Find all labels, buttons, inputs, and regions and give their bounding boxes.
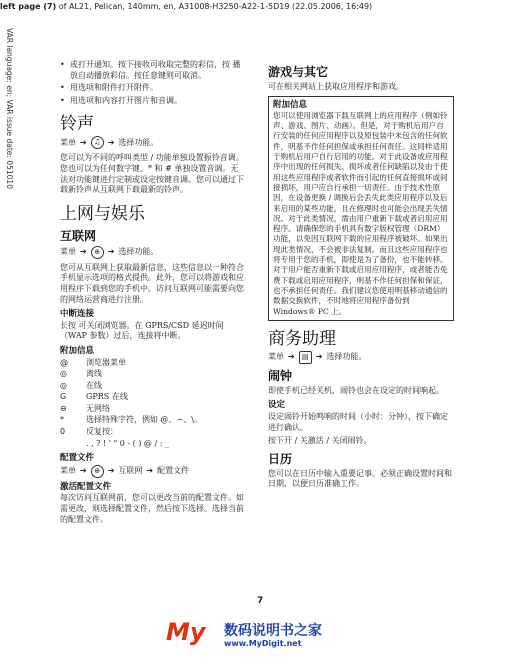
- profile-menu-path: [60, 465, 246, 478]
- disconnect-heading: 中断连接: [60, 309, 95, 320]
- box-paragraph: 您可以使用浏览器下载互联网上的应用程序（例如铃声、游戏、图片、动画）。但是，对于购机后用户自行安装的任何应用程序以及原包装中未包含的任何软件，明基不作任何担保或承担任何责任。这同样适用于购机后用户自行启用的功能。对于此设备或应用程序中出现的任何损失、损坏或者任何缺陷以及由于使用这些应用程序或者软件而引起的任何直接损坏或间接损坏，用户应自行承担一切责任。由于技术性原因，在设备更换 / 调换后会丢失此类应用程序以及后来启用的某些功能，且在修理时也可能会出现丢失情况。对于此类情况，需由用户重新下载或者启用应用程序。请确保您的手机具有数字版权管理（DRM）功能，以免因互联网下载的应用程序被破坏。如果出现此类情况，不会被非法复制。而且这些应用程序也将专用于您的手机，即使是为了备份，也不能转移。对于用户能否重新下载或启用应用程序，或者能否免费下载或启用应用程序，明基不作任何担保和保证，也不承担任何责任。我们建议您使用明基移动通信的数据交换软件，不时地将应用程序备份到 Windows® PC 上。: [273, 110, 448, 316]
- assistant-menu-path: [268, 351, 454, 364]
- page-number: 7: [257, 596, 264, 606]
- fun-heading: 上网与娱乐: [60, 203, 145, 224]
- side-margin-text: [0, 28, 16, 228]
- info-box: [268, 96, 454, 321]
- arrow-icon: ➔: [107, 466, 115, 476]
- info-text: 在线: [86, 380, 102, 390]
- alarm-paragraph: 即使手机已经关机，闹铃也会在设定的时间响起。: [268, 385, 444, 395]
- assistant-heading: 商务助理: [268, 328, 336, 349]
- globe-icon: ⊕: [91, 246, 104, 259]
- setting-paragraph-1: 设定闹铃开始鸣响的时间（小时：分钟），按下确定进行确认。: [268, 412, 448, 432]
- internet-heading: 互联网: [60, 228, 97, 243]
- list-item: • 用选项和内容打开图片和音调。: [60, 95, 182, 105]
- offline-icon: ◎: [60, 369, 67, 379]
- info-key: [60, 439, 80, 450]
- right-column: [268, 60, 454, 493]
- setting-paragraph-2: 按下开 / 关激活 / 关闭闹铃。: [268, 436, 372, 446]
- info-text: GPRS 在线: [86, 392, 128, 402]
- zero-key-icon: 0: [60, 427, 66, 437]
- list-item-text: 用选项和附件打开附件。: [70, 83, 158, 93]
- ringtone-menu-path: [60, 136, 246, 149]
- bell-icon: ♫: [91, 136, 104, 149]
- globe-icon: ⊕: [91, 465, 104, 478]
- info-text: 离线: [86, 369, 102, 379]
- arrow-icon: ➔: [80, 466, 87, 476]
- arrow-icon: ➔: [315, 352, 323, 362]
- info-text: 反复按：: [86, 427, 118, 437]
- calendar-heading: 日历: [268, 451, 293, 466]
- side-language-issue: VAR language: en; VAR issue date: 051010: [5, 28, 14, 189]
- menu-suffix: 配置文件: [157, 466, 190, 476]
- list-item-text: 用选项和内容打开图片和音调。: [70, 95, 182, 105]
- info-row: [60, 392, 246, 403]
- disconnect-paragraph: 长按 可关闭浏览器。在 GPRS/CSD 延迟时间（WAP 参数）过后，连接将中断。: [60, 320, 224, 341]
- gprs-icon: G: [60, 392, 67, 402]
- info-text: . , ? ! ' " 0 - ( ) @ / : _: [86, 438, 169, 448]
- games-paragraph: 可在相关网站上获取应用程序和游戏。: [268, 82, 404, 91]
- arrow-icon: ➔: [80, 246, 87, 256]
- no-network-icon: ⊖: [60, 403, 67, 413]
- box-heading: 附加信息: [273, 99, 308, 110]
- internet-menu-path: [60, 246, 246, 259]
- star-key-icon: *: [60, 415, 64, 425]
- header-meta: of AL21, Pelican, 140mm, en, A31008-H3250-A22-1-5D19 (22.05.2006, 16:49): [56, 2, 373, 11]
- internet-paragraph: 您可从互联网上获取最新信息，这些信息以一种符合手机显示选项的格式提供。此外，您可以将游戏和应用程序下载到您的手机中。访问互联网可能需要向您的网络运营商进行注册。: [60, 262, 244, 304]
- menu-label: 菜单: [60, 466, 76, 476]
- info-row: [60, 415, 246, 426]
- menu-label: 菜单: [268, 352, 284, 362]
- menu-label: 菜单: [60, 246, 76, 256]
- profile-heading: 配置文件: [60, 453, 95, 464]
- arrow-icon: ➔: [146, 466, 154, 476]
- info-row: [60, 439, 246, 450]
- info-heading: 附加信息: [60, 345, 95, 356]
- activate-heading: 激活配置文件: [60, 481, 112, 492]
- setting-heading: 设定: [268, 400, 286, 411]
- activate-paragraph: 每次访问互联网前，您可以更改当前的配置文件。如需更改，则选择配置文件，然后按下选择。选择当前的配置文件。: [60, 493, 244, 524]
- info-row: [60, 381, 246, 392]
- arrow-icon: ➔: [288, 352, 295, 362]
- menu-label: 菜单: [60, 137, 76, 147]
- ringtone-paragraph: 您可以为不同的呼叫类型 / 功能单独设置振铃音调。您也可以为任何数字键、* 和 # 单独设置音调。无法对功能键进行定制或设定按键音调。您可以通过下载新铃声从互联网下载最新的铃声。: [60, 153, 244, 195]
- page-header: [0, 0, 517, 14]
- alarm-heading: 闹钟: [268, 368, 293, 383]
- info-row: [60, 369, 246, 380]
- info-text: 选择特殊字符，例如 @、~、\。: [86, 415, 202, 425]
- menu-suffix: 选择功能。: [118, 246, 159, 256]
- watermark-url: www.MyDigit.net: [224, 639, 302, 648]
- watermark-title: 数码说明书之家: [224, 623, 322, 639]
- games-heading: 游戏与其它: [268, 65, 329, 79]
- at-icon: @: [60, 357, 68, 367]
- arrow-icon: ➔: [107, 137, 115, 147]
- watermark-logo: My: [166, 618, 206, 646]
- header-page-label: left page (7): [0, 2, 57, 11]
- menu-mid: 互联网: [118, 466, 143, 476]
- online-icon: ◎: [60, 380, 67, 390]
- left-column: [60, 60, 246, 528]
- list-item: • 或打开通知。按下接收可收取完整的彩信，按 播放自动播放彩信。按任意键则可取消。: [60, 60, 246, 81]
- menu-suffix: 选择功能。: [326, 352, 367, 362]
- info-row: [60, 404, 246, 415]
- ringtone-heading: 铃声: [60, 114, 94, 135]
- arrow-icon: ➔: [80, 137, 87, 147]
- calendar-paragraph: 您可以在日历中输入重要记事。必须正确设置时间和日期，以便日历准确工作。: [268, 468, 452, 489]
- menu-suffix: 选择功能。: [118, 137, 159, 147]
- list-item-text: 或打开通知。按下接收可收取完整的彩信，按 播放自动播放彩信。按任意键则可取消。: [70, 60, 241, 80]
- watermark: [166, 618, 366, 656]
- info-text: 浏览器菜单: [86, 357, 126, 367]
- info-row: [60, 427, 246, 438]
- list-item: • 用选项和附件打开附件。: [60, 83, 158, 93]
- arrow-icon: ➔: [107, 246, 115, 256]
- organizer-icon: ▤: [299, 351, 312, 364]
- info-text: 无网络: [86, 403, 110, 413]
- info-row: [60, 358, 246, 369]
